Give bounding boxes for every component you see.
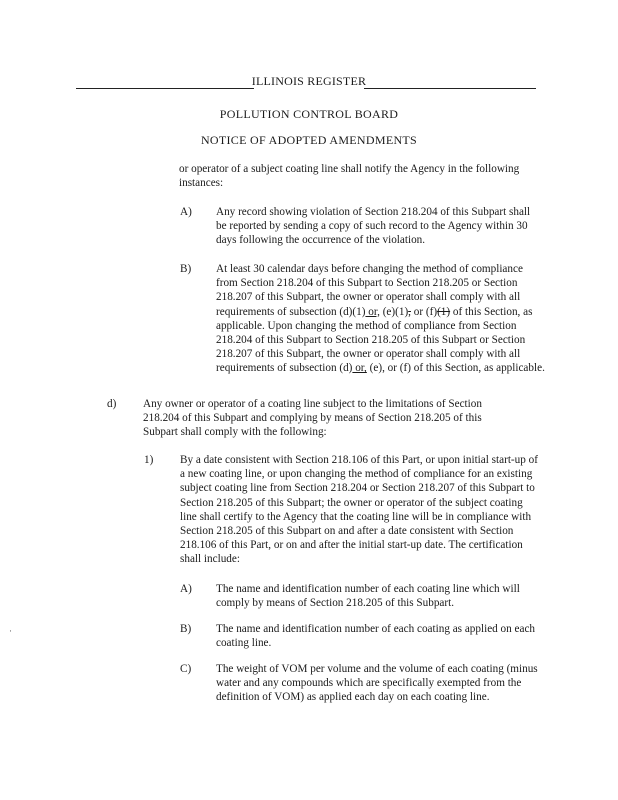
register-header: ILLINOIS REGISTER [251,74,367,88]
item-b-text-part1: At least 30 calendar days before changing the method of compliance from Section 218.204 of this Subpart to Section 218.205 or Section 218.207 of this Subpart, the owner or operator shall comply with all requirements of subsection (d)(1) [216,263,523,318]
item-1-text: By a date consistent with Section 218.106 of this Part, or upon initial start-up of a new coating line, or upon changing the method of compliance for an existing subject coating line from Section 218.204 or Section 218.207 of this Subpart to Section 218.205 of this Subpart; the owner or operator of the subject coating line shall certify to the Agency that the coating line will be in compliance with Section 218.205 of this Subpart on and after a date consistent with Section 218.106 of this Part, or on and after the initial start-up date. The certification shall include: [180,454,538,566]
sub-b-label: B) [180,623,192,635]
item-b-text-part4: of this Section, as applicable. Upon changing the method of compliance from Section 218.204 of this Subpart to Section 218.205 of this Subpart or Section 218.207 of this Subpart, the owner or operator shall comply with all requirements of subsection (d) [216,305,533,375]
item-b-deleted-1: (1) [437,305,451,318]
sub-a-label: A) [180,583,192,595]
item-b-text-part5: (e), or (f) of this Section, as applicable. [366,362,545,375]
board-title: POLLUTION CONTROL BOARD [219,107,399,121]
item-a-label: A) [180,206,192,218]
sub-a-text: The name and identification number of each coating line which will comply by means of Section 218.205 of this Subpart. [216,583,520,610]
item-b-inserted-or: or, [365,305,380,318]
item-b-text [216,262,546,376]
item-a-text: Any record showing violation of Section 218.204 of this Subpart shall be reported by sending a copy of such record to the Agency within 30 days following the occurrence of the violation. [216,206,531,247]
intro-paragraph: or operator of a subject coating line shall notify the Agency in the following instances: [179,163,520,190]
sub-c-text: The weight of VOM per volume and the volume of each coating (minus water and any compounds which are specifically exempted from the definition of VOM) as applied each day on each coating line. [216,663,538,704]
notice-title: NOTICE OF ADOPTED AMENDMENTS [200,133,418,147]
item-b-deleted-comma: , [408,305,411,318]
scan-speck: · [9,626,12,636]
item-b-label: B) [180,263,192,275]
item-d-label: d) [107,398,117,410]
item-1-label: 1) [144,454,154,466]
item-d-text: Any owner or operator of a coating line subject to the limitations of Section 218.204 of this Subpart and complying by means of Section 218.205 of this Subpart shall comply with the following: [143,398,482,439]
item-b-text-part3: or (f) [410,305,438,318]
item-b-text-part2: (e)(1) [379,305,409,318]
sub-c-label: C) [180,663,192,675]
sub-b-text: The name and identification number of each coating as applied on each coating line. [216,623,536,650]
item-b-inserted-or-2: or, [352,362,367,375]
